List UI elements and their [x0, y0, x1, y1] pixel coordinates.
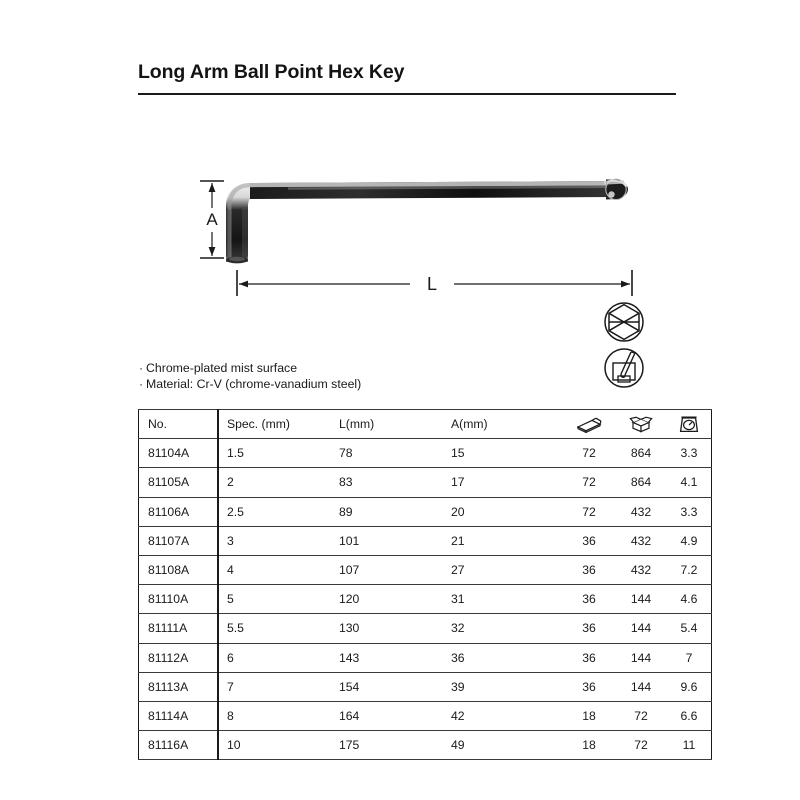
cell-no: 81108A — [139, 555, 219, 584]
cell-inner: 36 — [563, 643, 615, 672]
table-body — [139, 439, 712, 760]
cell-inner: 36 — [563, 585, 615, 614]
feature-item — [139, 377, 361, 393]
hex-key-body — [226, 179, 628, 263]
cell-spec: 8 — [218, 701, 331, 730]
cell-no: 81113A — [139, 672, 219, 701]
column-header-weight — [667, 410, 712, 439]
table-row — [139, 497, 712, 526]
badge-group — [598, 300, 658, 392]
cell-outer: 432 — [615, 497, 667, 526]
cell-length: 83 — [331, 468, 443, 497]
cell-across: 32 — [443, 614, 563, 643]
cell-inner: 36 — [563, 555, 615, 584]
cell-spec: 2.5 — [218, 497, 331, 526]
table-row — [139, 585, 712, 614]
cell-length: 107 — [331, 555, 443, 584]
cell-outer: 144 — [615, 672, 667, 701]
cell-inner: 72 — [563, 439, 615, 468]
cell-length: 89 — [331, 497, 443, 526]
feature-item — [139, 361, 361, 377]
cell-across: 36 — [443, 643, 563, 672]
cell-inner: 36 — [563, 526, 615, 555]
cell-across: 17 — [443, 468, 563, 497]
cell-inner: 36 — [563, 672, 615, 701]
cell-inner: 72 — [563, 468, 615, 497]
cell-weight: 7 — [667, 643, 712, 672]
cell-spec: 3 — [218, 526, 331, 555]
cell-across: 20 — [443, 497, 563, 526]
cell-across: 39 — [443, 672, 563, 701]
cell-across: 21 — [443, 526, 563, 555]
cell-length: 154 — [331, 672, 443, 701]
cell-spec: 4 — [218, 555, 331, 584]
cell-inner: 18 — [563, 731, 615, 760]
cell-weight: 4.6 — [667, 585, 712, 614]
table-header — [139, 410, 712, 439]
hex-key-diagram — [138, 150, 676, 310]
column-header-length: L(mm) — [331, 410, 443, 439]
cell-no: 81114A — [139, 701, 219, 730]
bullet-marker: · — [139, 376, 144, 391]
column-header-spec: Spec. (mm) — [218, 410, 331, 439]
weight-scale-icon — [679, 415, 699, 434]
cell-outer: 72 — [615, 731, 667, 760]
cell-across: 15 — [443, 439, 563, 468]
column-header-inner-box — [563, 410, 615, 439]
cell-spec: 10 — [218, 731, 331, 760]
cell-across: 42 — [443, 701, 563, 730]
cell-outer: 72 — [615, 701, 667, 730]
bullet-marker: · — [139, 361, 144, 375]
table-row — [139, 555, 712, 584]
cell-spec: 7 — [218, 672, 331, 701]
cell-outer: 432 — [615, 526, 667, 555]
column-header-outer-carton — [615, 410, 667, 439]
cell-length: 101 — [331, 526, 443, 555]
cell-outer: 864 — [615, 439, 667, 468]
cell-no: 81110A — [139, 585, 219, 614]
cell-spec: 2 — [218, 468, 331, 497]
cell-outer: 144 — [615, 643, 667, 672]
cell-spec: 6 — [218, 643, 331, 672]
cell-no: 81105A — [139, 468, 219, 497]
dimension-l-label: L — [426, 274, 438, 294]
column-header-across: A(mm) — [443, 410, 563, 439]
cell-spec: 5.5 — [218, 614, 331, 643]
cell-across: 27 — [443, 555, 563, 584]
cell-weight: 7.2 — [667, 555, 712, 584]
cell-weight: 6.6 — [667, 701, 712, 730]
feature-item-label: Material: Cr-V (chrome-vanadium steel) — [146, 376, 362, 391]
cell-length: 120 — [331, 585, 443, 614]
cell-spec: 5 — [218, 585, 331, 614]
table-row — [139, 701, 712, 730]
cell-weight: 11 — [667, 731, 712, 760]
cell-weight: 4.9 — [667, 526, 712, 555]
feature-badges — [598, 300, 658, 392]
cell-no: 81107A — [139, 526, 219, 555]
cell-length: 130 — [331, 614, 443, 643]
product-illustration — [138, 150, 676, 310]
cell-no: 81116A — [139, 731, 219, 760]
cell-length: 164 — [331, 701, 443, 730]
title-block — [138, 62, 676, 95]
cell-outer: 144 — [615, 614, 667, 643]
cell-no: 81104A — [139, 439, 219, 468]
dimension-a-label: A — [206, 210, 218, 229]
hex-socket-icon — [605, 303, 643, 341]
table-row — [139, 526, 712, 555]
table-row — [139, 731, 712, 760]
cell-spec: 1.5 — [218, 439, 331, 468]
table-row — [139, 468, 712, 497]
outer-carton-icon — [629, 415, 653, 433]
column-header-no: No. — [139, 410, 219, 439]
cell-weight: 3.3 — [667, 439, 712, 468]
page-title: Long Arm Ball Point Hex Key — [138, 61, 405, 83]
cell-outer: 144 — [615, 585, 667, 614]
cell-length: 78 — [331, 439, 443, 468]
cell-length: 175 — [331, 731, 443, 760]
feature-list — [139, 361, 361, 392]
cell-length: 143 — [331, 643, 443, 672]
cell-across: 31 — [443, 585, 563, 614]
cell-weight: 3.3 — [667, 497, 712, 526]
cell-weight: 4.1 — [667, 468, 712, 497]
ball-point-angled-entry-icon — [605, 349, 643, 387]
table-row — [139, 643, 712, 672]
title-divider — [138, 93, 676, 95]
cell-no: 81112A — [139, 643, 219, 672]
inner-box-icon — [576, 416, 602, 433]
cell-weight: 9.6 — [667, 672, 712, 701]
table-row — [139, 614, 712, 643]
table-header-row — [139, 410, 712, 439]
spec-table — [138, 409, 712, 760]
cell-weight: 5.4 — [667, 614, 712, 643]
spec-table-container — [138, 409, 698, 760]
cell-no: 81111A — [139, 614, 219, 643]
table-row — [139, 439, 712, 468]
cell-no: 81106A — [139, 497, 219, 526]
cell-outer: 432 — [615, 555, 667, 584]
cell-inner: 18 — [563, 701, 615, 730]
cell-outer: 864 — [615, 468, 667, 497]
cell-inner: 36 — [563, 614, 615, 643]
feature-item-label: Chrome-plated mist surface — [146, 361, 298, 375]
cell-across: 49 — [443, 731, 563, 760]
table-row — [139, 672, 712, 701]
cell-inner: 72 — [563, 497, 615, 526]
